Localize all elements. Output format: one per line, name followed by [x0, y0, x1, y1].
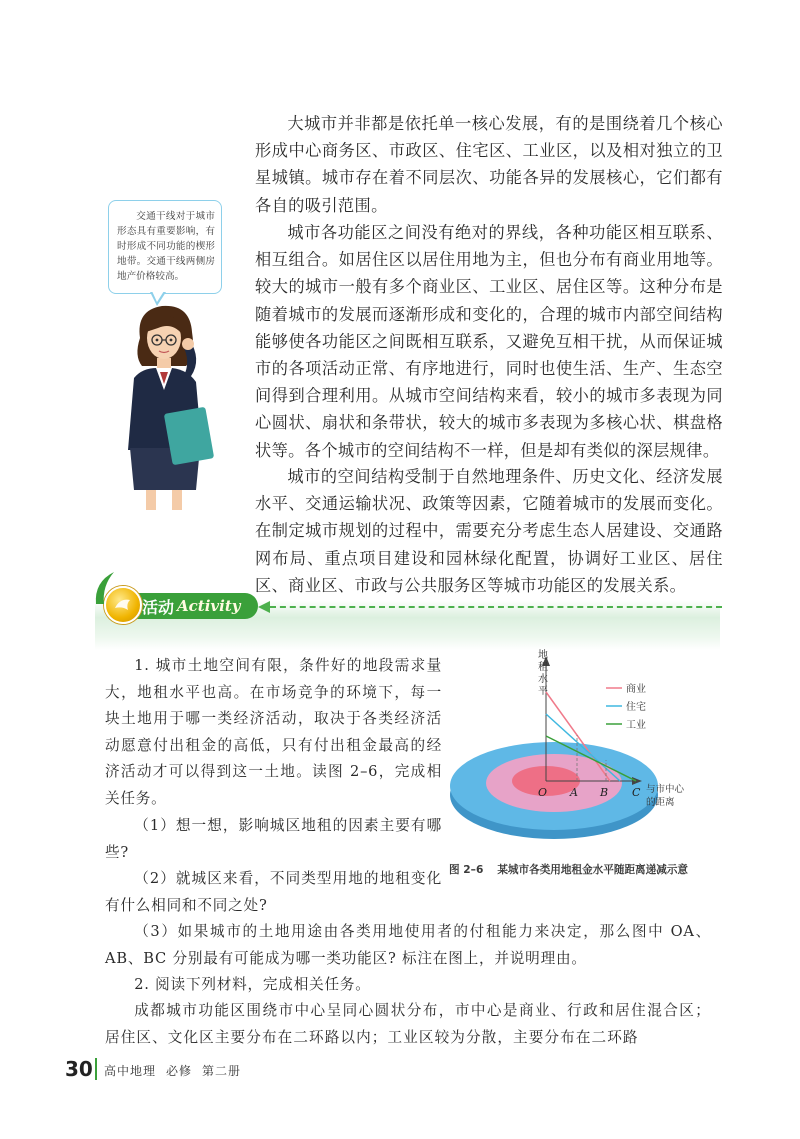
paragraph-spatial-structure: 城市的空间结构受制于自然地理条件、历史文化、经济发展水平、交通运输状况、政策等因素，它随着城市的发展而变化。在制定城市规划的过程中，需要充分考虑生态人居建设、交通路网布局、重点项目建设和园林绿化配置，协调好工业区、居住区、商业区、市政与公共服务区等城市功能区的发展关系。	[255, 467, 723, 595]
legend	[606, 682, 646, 731]
figure-number: 图 2–6	[449, 864, 484, 876]
activity-label-cn: 活动	[142, 597, 175, 617]
sidebar-note-bubble	[108, 200, 222, 294]
activity-label-en: Activity	[177, 597, 241, 615]
banner-dashed-line	[270, 606, 722, 608]
y-label-line-1: 地	[538, 650, 548, 661]
activity-item-1: 1. 城市土地空间有限，条件好的地段需求量大，地租水平也高。在市场竞争的环境下，每一块土地用于哪一类经济活动，取决于各类经济活动愿意付出租金的高低，只有付出租金最高的经济活动才可以得到这一土地。读图 2–6，完成相关任务。	[105, 657, 442, 807]
teacher-illustration	[112, 300, 222, 515]
activity-question-2: （2）就城区来看，不同类型用地的地租变化有什么相同和不同之处?	[105, 870, 442, 914]
page-number: 30	[65, 1057, 93, 1081]
x-label-line-1: 与市中心	[646, 784, 685, 795]
x-label-line-2: 的距离	[646, 797, 675, 808]
point-A: A	[570, 786, 578, 799]
point-C: C	[632, 786, 641, 799]
activity-material: 成都城市功能区围绕市中心呈同心圆状分布，市中心是商业、行政和居住混合区；居住区、文化区主要分布在二环路以内；工业区较为分散，主要分布在二环路	[105, 1002, 711, 1046]
y-label-line-4: 平	[538, 686, 548, 697]
sidebar-note-text: 交通干线对于城市形态具有重要影响，有时形成不同功能的楔形地带。交通干线两侧房地产价格较高。	[117, 211, 215, 282]
footer-book-info	[104, 1062, 251, 1079]
figure-title: 某城市各类用地租金水平随距离递减示意	[497, 864, 689, 876]
footer-divider	[95, 1058, 97, 1080]
legend-label-residential: 住宅	[626, 702, 646, 713]
y-label-line-2: 租	[538, 662, 548, 673]
footer-volume: 必修	[166, 1064, 193, 1078]
banner-arrow-icon	[258, 601, 270, 613]
activity-question-1: （1）想一想，影响城区地租的因素主要有哪些?	[105, 817, 442, 861]
y-label-line-3: 水	[538, 674, 548, 685]
legend-label-industrial: 工业	[626, 720, 646, 731]
paragraph-core-development: 大城市并非都是依托单一核心发展，有的是围绕着几个核心形成中心商务区、市政区、住宅区、工业区，以及相对独立的卫星城镇。城市存在着不同层次、功能各异的发展核心，它们都有各自的吸引范围。	[255, 114, 723, 215]
legend-label-commercial: 商业	[626, 684, 646, 695]
figure-rent-gradient	[446, 640, 720, 858]
banner-swoosh-icon	[92, 568, 122, 608]
figure-caption	[449, 862, 688, 877]
footer-part: 第二册	[202, 1064, 242, 1078]
activity-question-3: （3）如果城市的土地用途由各类用地使用者的付租能力来决定，那么图中 OA、AB、BC 分别最有可能成为哪一类功能区? 标注在图上，并说明理由。	[105, 923, 711, 967]
activity-item-2: 2. 阅读下列材料，完成相关任务。	[134, 976, 371, 993]
point-B: B	[600, 786, 609, 799]
paragraph-functional-zones: 城市各功能区之间没有绝对的界线，各种功能区相互联系、相互组合。如居住区以居住用地为主，但也分布有商业用地等。较大的城市一般有多个商业区、工业区、居住区等。这种分布是随着城市的发展而逐渐形成和变化的，合理的城市内部空间结构能够使各功能区之间既相互联系，又避免互相干扰，从而保证城市的各项活动正常、有序地进行，同时也使生活、生产、生态空间得到合理利用。从城市空间结构来看，较小的城市多表现为同心圆状、扇状和条带状，较大的城市多表现为多核心状、棋盘格状等。各个城市的空间结构不一样，但是却有类似的深层规律。	[255, 223, 723, 460]
y-axis-label	[538, 648, 551, 697]
point-O: O	[538, 786, 548, 799]
footer-book: 高中地理	[104, 1064, 157, 1078]
